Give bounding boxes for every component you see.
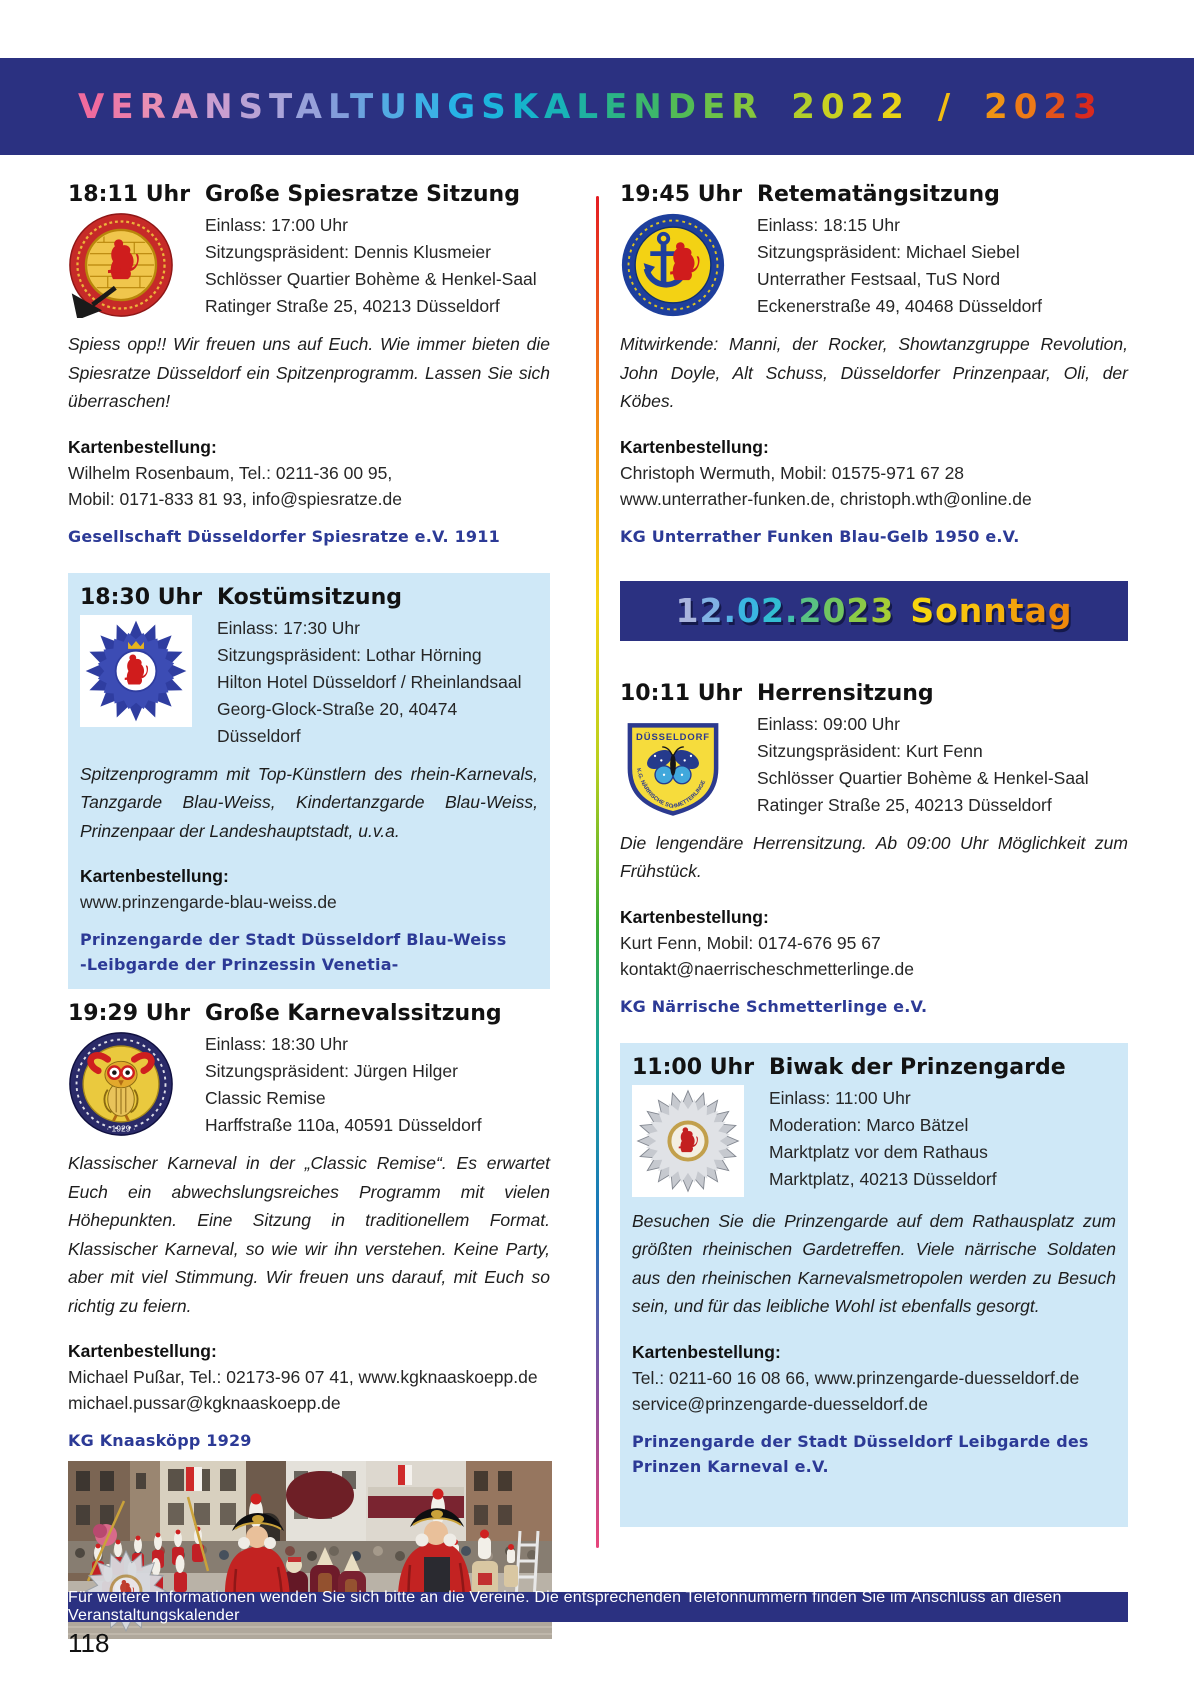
event-detail: Harffstraße 110a, 40591 Düsseldorf [205, 1115, 482, 1135]
svg-text:· 1929 ·: · 1929 · [106, 1123, 136, 1134]
event-header [620, 182, 1128, 208]
event-detail: Sitzungspräsident: Dennis Klusmeier [205, 242, 491, 262]
order-contact: Michael Pußar, Tel.: 02173-96 07 41, www.kgknaaskoepp.de [68, 1367, 538, 1387]
event-card-karnevalssitzung [68, 1001, 550, 1453]
prinzengarde-silver-star-icon [632, 1083, 769, 1197]
footer-note-bar [68, 1589, 1128, 1624]
order-contact: www.unterrather-funken.de, christoph.wth@online.de [620, 488, 1032, 509]
event-detail: Ratinger Straße 25, 40213 Düsseldorf [205, 296, 500, 316]
event-title: Retematängsitzung [757, 182, 1000, 207]
page-title: VERANSTALTUNGSKALENDER 2022 / 2023 [78, 86, 1103, 127]
order-contact: service@prinzengarde-duesseldorf.de [632, 1393, 928, 1414]
event-title: Große Spiesratze Sitzung [205, 182, 520, 207]
event-header [68, 182, 550, 208]
banner-day: Sonntag [910, 591, 1073, 630]
event-detail: Einlass: 17:00 Uhr [205, 215, 348, 235]
event-detail: Schlösser Quartier Bohème & Henkel-Saal [205, 269, 537, 289]
prinzengarde-blau-weiss-star-icon [80, 613, 217, 750]
event-detail: Einlass: 18:15 Uhr [757, 215, 900, 235]
svg-text:DÜSSELDORF: DÜSSELDORF [636, 730, 710, 742]
club-name: Prinzengarde der Stadt Düsseldorf Blau-Weiss [80, 930, 507, 949]
event-detail: Sitzungspräsident: Jürgen Hilger [205, 1061, 458, 1081]
event-time: 18:11 Uhr [68, 182, 191, 207]
left-column [68, 182, 550, 1639]
order-contact: Wilhelm Rosenbaum, Tel.: 0211-36 00 95, [68, 462, 393, 483]
event-description: Die lengendäre Herrensitzung. Ab 09:00 Uhr Möglichkeit zum Frühstück. [620, 832, 1128, 881]
order-contact: Christoph Wermuth, Mobil: 01575-971 67 28 [620, 462, 965, 483]
order-label: Kartenbestellung: [620, 436, 769, 457]
event-detail: Georg-Glock-Straße 20, 40474 Düsseldorf [217, 698, 458, 746]
order-label: Kartenbestellung: [620, 906, 769, 927]
event-description: Spiess opp!! Wir freuen uns auf Euch. Wie immer bieten die Spiesratze Düsseldorf ein Spitzenprogramm. Lassen Sie sich überraschen! [68, 334, 550, 411]
order-contact: Kurt Fenn, Mobil: 0174-676 95 67 [620, 932, 881, 953]
order-contact: Mobil: 0171-833 81 93, info@spiesratze.de [68, 488, 402, 509]
event-title: Große Karnevalssitzung [205, 1001, 502, 1026]
event-description: Spitzenprogramm mit Top-Künstlern des rhein-Karnevals, Tanzgarde Blau-Weiss, Kindertanzgarde Blau-Weiss, Prinzenpaar der Landeshauptstadt, u.v.a. [80, 763, 538, 841]
funken-blau-gelb-badge-icon [620, 210, 757, 320]
event-title: Herrensitzung [757, 680, 934, 706]
event-detail: Marktplatz, 40213 Düsseldorf [769, 1168, 997, 1189]
column-gap [550, 182, 620, 1639]
knaaskoepp-owl-badge-icon [68, 1029, 205, 1139]
event-description: Besuchen Sie die Prinzengarde auf dem Rathausplatz zum größten rheinischen Gardetreffen. Viele närrische Soldaten aus den rheinischen Karnevalsmetropolen werden zu Besuch sein, und für das leibliche Wohl ist ebenfalls gesorgt. [632, 1210, 1116, 1316]
event-card-retemataengsitzung [620, 182, 1128, 549]
club-name: Prinzen Karneval e.V. [632, 1456, 829, 1476]
event-card-kostuemsitzung [68, 573, 550, 990]
event-description: Mitwirkende: Manni, der Rocker, Showtanzgruppe Revolution, John Doyle, Alt Schuss, Düsseldorfer Prinzenpaar, Oli, der Köbes. [620, 334, 1128, 411]
page-number: 118 [68, 1628, 110, 1658]
event-time: 11:00 Uhr [632, 1054, 755, 1080]
order-contact: michael.pussar@kgknaaskoepp.de [68, 1393, 341, 1413]
event-time: 19:45 Uhr [620, 182, 743, 207]
event-detail: Hilton Hotel Düsseldorf / Rheinlandsaal [217, 671, 522, 692]
event-header [620, 681, 1128, 707]
date-banner [620, 581, 1128, 641]
order-label: Kartenbestellung: [68, 436, 217, 457]
event-card-herrensitzung [620, 681, 1128, 1019]
event-title: Biwak der Prinzengarde [769, 1054, 1066, 1080]
svg-text:K.G. NÄRRISCHE SCHMETTERLINGE: K.G. NÄRRISCHE SCHMETTERLINGE [634, 767, 708, 810]
club-name: Gesellschaft Düsseldorfer Spiesratze e.V. 1911 [68, 526, 500, 546]
club-name: Prinzengarde der Stadt Düsseldorf Leibgarde des [632, 1431, 1089, 1451]
event-detail: Einlass: 18:30 Uhr [205, 1034, 348, 1054]
club-name: KG Knaasköpp 1929 [68, 1431, 252, 1450]
event-detail: Sitzungspräsident: Kurt Fenn [757, 740, 983, 761]
club-name: KG Närrische Schmetterlinge e.V. [620, 996, 928, 1016]
event-header [632, 1055, 1116, 1081]
banner-date: 12.02.2023 [675, 591, 895, 630]
right-column [620, 182, 1128, 1639]
event-detail: Einlass: 11:00 Uhr [769, 1087, 911, 1108]
footer-note: Für weitere Informationen wenden Sie sich bitte an die Vereine. Die entsprechenden Telefonnummern finden Sie im Anschluss an diesen Veranstaltungskalender [68, 1589, 1062, 1624]
event-header [80, 585, 538, 611]
rainbow-column-divider [596, 196, 599, 1548]
event-detail: Unterrather Festsaal, TuS Nord [757, 269, 1001, 289]
order-contact: kontakt@naerrischeschmetterlinge.de [620, 958, 915, 979]
event-card-spiesratze [68, 182, 550, 549]
event-detail: Marktplatz vor dem Rathaus [769, 1141, 988, 1162]
event-header [68, 1001, 550, 1027]
event-time: 19:29 Uhr [68, 1001, 191, 1026]
event-detail: Sitzungspräsident: Michael Siebel [757, 242, 1020, 262]
event-detail: Classic Remise [205, 1088, 326, 1108]
event-detail: Schlösser Quartier Bohème & Henkel-Saal [757, 767, 1089, 788]
order-label: Kartenbestellung: [632, 1341, 781, 1362]
content-area [68, 182, 1194, 1639]
event-detail: Sitzungspräsident: Lothar Hörning [217, 644, 482, 665]
event-title: Kostümsitzung [217, 584, 403, 610]
event-time: 18:30 Uhr [80, 584, 203, 610]
event-detail: Moderation: Marco Bätzel [769, 1114, 969, 1135]
club-name: -Leibgarde der Prinzessin Venetia- [80, 955, 399, 974]
event-detail: Eckenerstraße 49, 40468 Düsseldorf [757, 296, 1043, 316]
spiesratze-badge-icon [68, 210, 205, 320]
event-card-biwak [620, 1043, 1128, 1527]
page-header [0, 58, 1194, 155]
naerrische-schmetterlinge-shield-icon [620, 709, 757, 819]
order-label: Kartenbestellung: [68, 1341, 217, 1361]
event-detail: Einlass: 09:00 Uhr [757, 713, 900, 734]
order-contact: www.prinzengarde-blau-weiss.de [80, 892, 337, 912]
event-detail: Einlass: 17:30 Uhr [217, 617, 360, 638]
event-time: 10:11 Uhr [620, 680, 743, 706]
order-contact: Tel.: 0211-60 16 08 66, www.prinzengarde-duesseldorf.de [632, 1367, 1080, 1388]
event-description: Klassischer Karneval in der „Classic Remise“. Es erwartet Euch ein abwechslungsreiches Programm mit vielen Höhepunkten. Eine Sitzung in traditionellem Format. Klassischer Karneval, so wie wir ihn verstehen. Keine Party, aber mit viel Stimmung. Wir freuen uns darauf, mit Euch so richtig zu feiern. [68, 1153, 550, 1316]
event-detail: Ratinger Straße 25, 40213 Düsseldorf [757, 794, 1052, 815]
club-name: KG Unterrather Funken Blau-Gelb 1950 e.V. [620, 526, 1020, 546]
order-label: Kartenbestellung: [80, 866, 229, 886]
